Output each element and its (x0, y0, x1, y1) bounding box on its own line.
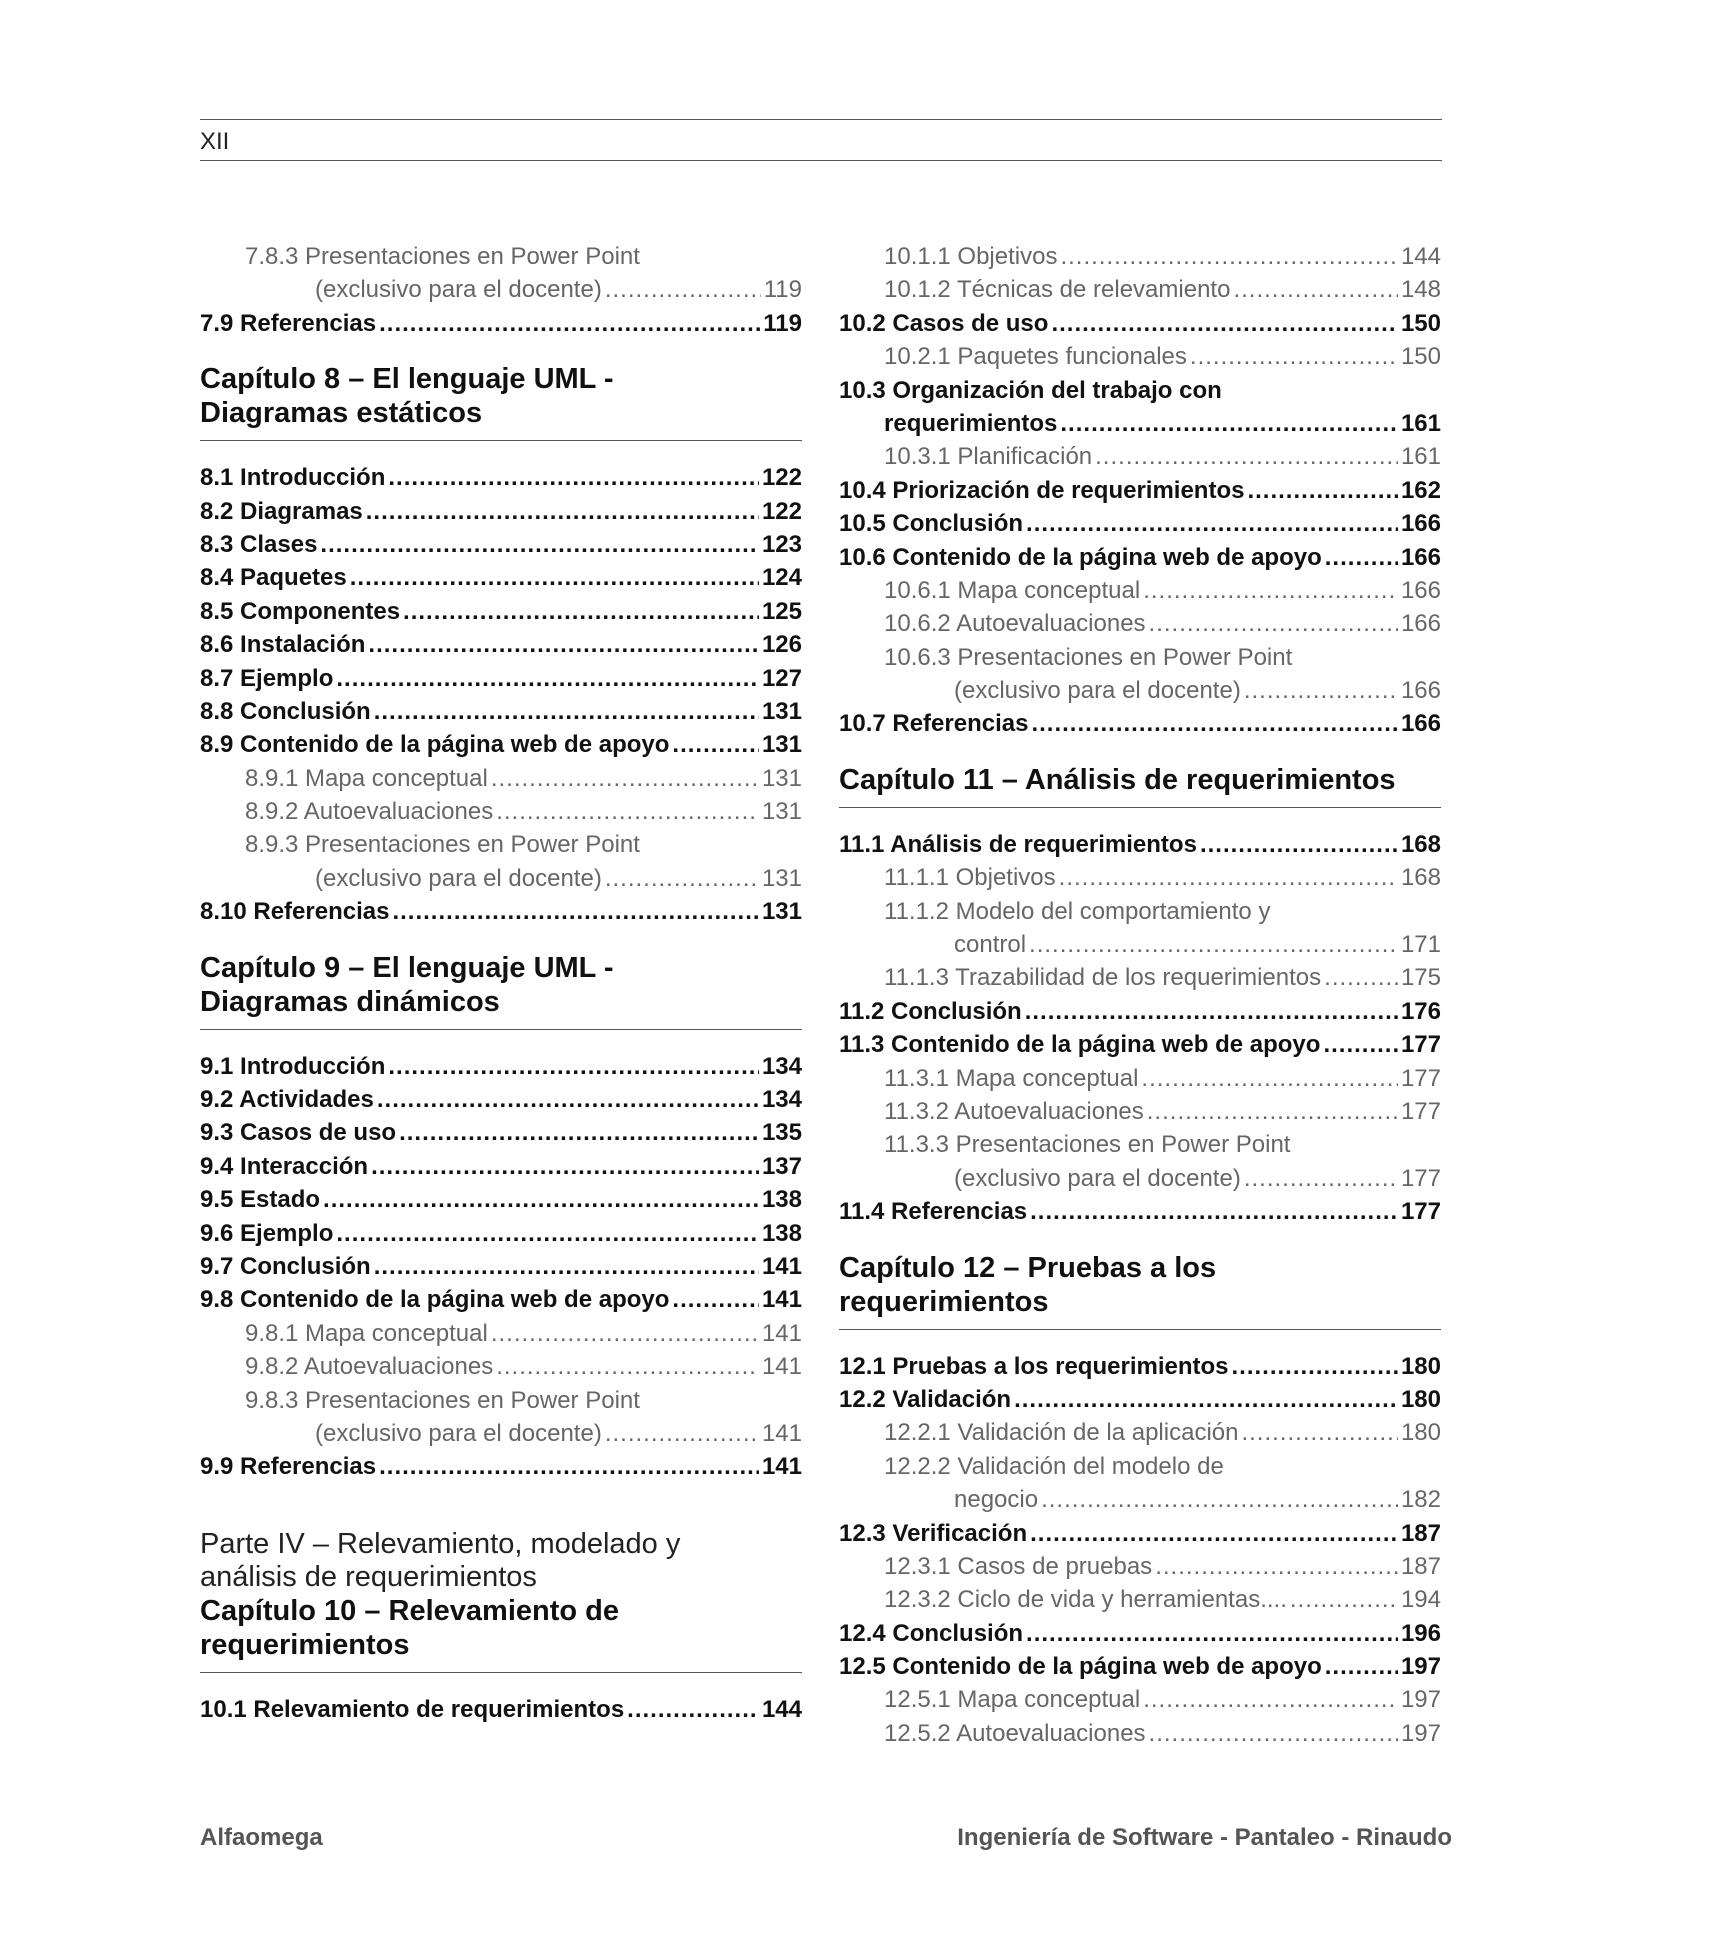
toc-column-left (200, 240, 802, 1726)
toc-entry-title: 12.3.1 Casos de pruebas (884, 1552, 1153, 1580)
toc-entry-title: (exclusivo para el docente) (315, 864, 602, 892)
dot-leader (1141, 1062, 1398, 1095)
toc-entry-title: 11.3.2 Autoevaluaciones (884, 1097, 1144, 1125)
toc-page-number: 180 (1400, 1419, 1441, 1447)
chapter-title: Capítulo 9 – El lenguaje UML - (200, 951, 614, 984)
toc-page-number: 122 (761, 464, 802, 492)
toc-entry-title: 10.6.3 Presentaciones en Power Point (884, 643, 1293, 671)
toc-group (839, 828, 1441, 1229)
toc-entry (200, 273, 802, 306)
toc-entry (839, 961, 1441, 994)
dot-leader (1095, 440, 1398, 473)
toc-page-number: 177 (1400, 1097, 1441, 1125)
toc-page-number: 123 (761, 530, 802, 558)
dot-leader (399, 1116, 759, 1149)
dot-leader (366, 495, 759, 528)
toc-entry (200, 307, 802, 340)
toc-entry (200, 1283, 802, 1316)
dot-leader (605, 1417, 759, 1450)
toc-entry (839, 995, 1441, 1028)
toc-page-number: 135 (761, 1119, 802, 1147)
dot-leader (1060, 407, 1398, 440)
toc-page-number: 197 (1400, 1686, 1441, 1714)
dot-leader (1324, 961, 1398, 994)
toc-entry-title: 9.7 Conclusión (200, 1252, 371, 1280)
toc-group (200, 1050, 802, 1484)
toc-group (839, 1350, 1441, 1751)
toc-entry (200, 762, 802, 795)
chapter-title: Capítulo 12 – Pruebas a los (839, 1251, 1217, 1284)
toc-entry-title: 8.6 Instalación (200, 631, 366, 659)
toc-entry (839, 1195, 1441, 1228)
toc-entry-title: 8.9.2 Autoevaluaciones (245, 798, 494, 826)
toc-entry (200, 528, 802, 561)
toc-entry (839, 1517, 1441, 1550)
dot-leader (379, 307, 760, 340)
toc-column-right (839, 240, 1441, 1750)
toc-entry-title: 10.1.1 Objetivos (884, 243, 1058, 270)
dot-leader (1041, 1483, 1398, 1516)
toc-entry (839, 828, 1441, 861)
toc-entry-title: 10.7 Referencias (839, 710, 1029, 738)
dot-leader (374, 695, 759, 728)
toc-page-number: 197 (1400, 1653, 1441, 1681)
toc-entry-title: 10.1.2 Técnicas de relevamiento (884, 276, 1231, 304)
dot-leader (1232, 1350, 1398, 1383)
dot-leader (374, 1250, 759, 1283)
toc-page-number: 161 (1400, 443, 1441, 471)
dot-leader (1025, 995, 1398, 1028)
chapter-title: Capítulo 11 – Análisis de requerimientos (839, 763, 1396, 796)
toc-group (200, 1693, 802, 1726)
toc-page-number: 166 (1400, 576, 1441, 604)
toc-page-number: 150 (1400, 343, 1441, 371)
toc-page-number: 119 (763, 309, 802, 337)
toc-entry (200, 495, 802, 528)
toc-entry-title: 12.2.1 Validación de la aplicación (884, 1419, 1239, 1447)
dot-leader (1031, 707, 1397, 740)
toc-entry (200, 1050, 802, 1083)
toc-page-number: 180 (1400, 1385, 1441, 1413)
dot-leader (371, 1150, 759, 1183)
toc-entry-title: 10.2 Casos de uso (839, 309, 1049, 337)
toc-page-number: 122 (761, 497, 802, 525)
toc-page-number: 194 (1400, 1586, 1441, 1614)
toc-entry-title: 8.10 Referencias (200, 898, 390, 926)
toc-entry-title: 11.3.1 Mapa conceptual (884, 1064, 1139, 1092)
dot-leader (1244, 674, 1398, 707)
toc-group (839, 240, 1441, 741)
dot-leader (1059, 861, 1398, 894)
dot-leader (320, 528, 759, 561)
toc-entry (200, 561, 802, 594)
dot-leader (491, 762, 759, 795)
dot-leader (1026, 507, 1398, 540)
toc-entry (200, 895, 802, 928)
toc-entry (839, 307, 1441, 340)
toc-page-number: 175 (1400, 964, 1441, 992)
toc-entry (200, 461, 802, 494)
toc-entry-title: 9.2 Actividades (200, 1086, 374, 1114)
toc-page-number: 144 (1400, 243, 1441, 270)
toc-entry (839, 1650, 1441, 1683)
dot-leader (1147, 1095, 1398, 1128)
toc-entry (839, 1162, 1441, 1195)
toc-entry-title: 8.5 Componentes (200, 597, 401, 625)
toc-entry (200, 1450, 802, 1483)
toc-page-number: 166 (1400, 543, 1441, 571)
dot-leader (1325, 1650, 1398, 1683)
toc-page-number: 131 (761, 764, 802, 792)
page-number: XII (200, 128, 230, 155)
toc-entry-title: 11.1.3 Trazabilidad de los requerimientos (884, 964, 1322, 992)
toc-entry-title: 9.8.2 Autoevaluaciones (245, 1353, 494, 1381)
toc-page-number: 177 (1400, 1064, 1441, 1092)
toc-page-number: 141 (761, 1319, 802, 1347)
toc-entry (200, 1116, 802, 1149)
toc-page-number: 127 (761, 664, 802, 692)
dot-leader (377, 1083, 759, 1116)
toc-entry-title: 9.1 Introducción (200, 1052, 386, 1080)
toc-page-number: 182 (1400, 1486, 1441, 1514)
toc-entry (200, 728, 802, 761)
toc-page-number: 141 (761, 1453, 802, 1481)
toc-group (200, 240, 802, 340)
toc-entry-title: 8.7 Ejemplo (200, 664, 334, 692)
dot-leader (392, 895, 758, 928)
toc-entry-title: 7.9 Referencias (200, 309, 377, 337)
dot-leader (1244, 1162, 1398, 1195)
toc-entry (839, 340, 1441, 373)
toc-entry-title: 12.2 Validación (839, 1385, 1012, 1413)
header-rule-top (200, 119, 1442, 120)
toc-entry (200, 1317, 802, 1350)
chapter-title: requerimientos (200, 1628, 410, 1661)
part-title: análisis de requerimientos (200, 1560, 537, 1593)
part-title: Parte IV – Relevamiento, modelado y (200, 1527, 681, 1560)
dot-leader (1014, 1383, 1398, 1416)
toc-entry (839, 1095, 1441, 1128)
toc-entry-title: 10.4 Priorización de requerimientos (839, 476, 1245, 504)
toc-page-number: 166 (1400, 610, 1441, 638)
toc-entry-title: negocio (954, 1486, 1039, 1514)
toc-entry (200, 662, 802, 695)
dot-leader (627, 1693, 759, 1726)
toc-entry (839, 607, 1441, 640)
dot-leader (1029, 928, 1398, 961)
toc-entry-title: 11.1 Análisis de requerimientos (839, 830, 1197, 858)
dot-leader (350, 561, 759, 594)
toc-entry (200, 1417, 802, 1450)
toc-entry (839, 273, 1441, 306)
toc-entry (839, 1617, 1441, 1650)
chapter-heading (200, 951, 802, 1030)
toc-page-number: 134 (761, 1052, 802, 1080)
toc-page-number: 177 (1400, 1031, 1441, 1059)
toc-entry (200, 1183, 802, 1216)
toc-entry-title: 11.3.3 Presentaciones en Power Point (884, 1131, 1291, 1159)
toc-entry (839, 861, 1441, 894)
chapter-heading (839, 763, 1441, 808)
toc-entry-title: 12.3 Verificación (839, 1519, 1028, 1547)
toc-entry-title: 8.1 Introducción (200, 464, 386, 492)
toc-page-number: 187 (1400, 1519, 1441, 1547)
toc-entry (839, 240, 1441, 273)
dot-leader (1149, 1717, 1398, 1750)
footer-book-title: Ingeniería de Software - Pantaleo - Rinaudo (957, 1824, 1452, 1851)
dot-leader (403, 595, 759, 628)
toc-entry (200, 1217, 802, 1250)
toc-entry (839, 507, 1441, 540)
toc-entry-title: (exclusivo para el docente) (315, 276, 602, 304)
dot-leader (1241, 1416, 1397, 1449)
toc-entry (839, 1062, 1441, 1095)
toc-entry-title: 12.5 Contenido de la página web de apoyo (839, 1653, 1322, 1681)
toc-page-number: 180 (1400, 1352, 1441, 1380)
toc-entry-title: 12.5.2 Autoevaluaciones (884, 1719, 1146, 1747)
dot-leader (1325, 541, 1398, 574)
toc-page-number: 131 (761, 864, 802, 892)
toc-entry-title: 8.8 Conclusión (200, 697, 371, 725)
dot-leader (336, 662, 759, 695)
toc-page-number: 176 (1400, 997, 1441, 1025)
toc-entry-title: 9.3 Casos de uso (200, 1119, 397, 1147)
toc-page-number: 126 (761, 631, 802, 659)
toc-entry (839, 541, 1441, 574)
toc-entry-title: 9.8.1 Mapa conceptual (245, 1319, 488, 1347)
chapter-title: Capítulo 10 – Relevamiento de (200, 1594, 620, 1627)
toc-entry (839, 1028, 1441, 1061)
toc-entry (839, 574, 1441, 607)
toc-entry (839, 1683, 1441, 1716)
toc-page-number: 138 (761, 1219, 802, 1247)
toc-entry (839, 674, 1441, 707)
toc-page-number: 177 (1400, 1164, 1441, 1192)
dot-leader (672, 1283, 759, 1316)
dot-leader (1030, 1517, 1398, 1550)
toc-page-number: 168 (1400, 830, 1441, 858)
toc-entry-title: 9.8.3 Presentaciones en Power Point (245, 1386, 640, 1414)
toc-entry (839, 1383, 1441, 1416)
toc-page-number: 141 (761, 1286, 802, 1314)
dot-leader (1051, 307, 1398, 340)
toc-entry-title: 9.5 Estado (200, 1186, 321, 1214)
dot-leader (491, 1317, 759, 1350)
toc-entry (839, 474, 1441, 507)
toc-page-number: 166 (1400, 677, 1441, 705)
toc-page-number: 131 (761, 697, 802, 725)
dot-leader (379, 1450, 759, 1483)
toc-page-number: 187 (1400, 1552, 1441, 1580)
toc-entry (200, 1250, 802, 1283)
toc-entry (839, 1416, 1441, 1449)
chapter-title: requerimientos (839, 1285, 1049, 1318)
toc-entry-title: (exclusivo para el docente) (954, 677, 1241, 705)
dot-leader (1323, 1028, 1398, 1061)
toc-entry (200, 1693, 802, 1726)
toc-entry (839, 928, 1441, 961)
toc-page-number: 124 (761, 564, 802, 592)
toc-entry (839, 1583, 1441, 1616)
dot-leader (1149, 607, 1398, 640)
toc-entry-title: 8.9 Contenido de la página web de apoyo (200, 731, 670, 759)
dot-leader (1233, 273, 1398, 306)
toc-page-number: 162 (1400, 476, 1441, 504)
toc-entry (200, 595, 802, 628)
dot-leader (496, 795, 759, 828)
toc-page-number: 141 (761, 1353, 802, 1381)
toc-entry (200, 862, 802, 895)
dot-leader (1155, 1550, 1398, 1583)
toc-entry-title: 11.1.1 Objetivos (884, 864, 1056, 892)
part-heading (200, 1528, 802, 1673)
toc-entry-title: 10.6.1 Mapa conceptual (884, 576, 1141, 604)
toc-page-number: 171 (1400, 931, 1441, 959)
header-rule-bottom (200, 160, 1442, 161)
toc-page-number: 141 (761, 1252, 802, 1280)
toc-entry-title: control (954, 931, 1027, 959)
dot-leader (368, 628, 759, 661)
dot-leader (1060, 240, 1398, 273)
toc-entry (200, 1350, 802, 1383)
toc-group (200, 461, 802, 928)
dot-leader (1190, 340, 1398, 373)
toc-entry-title: 10.6.2 Autoevaluaciones (884, 610, 1146, 638)
toc-page-number: 161 (1400, 409, 1441, 437)
toc-page-number: 131 (761, 798, 802, 826)
dot-leader (1247, 474, 1397, 507)
toc-entry-title: 12.1 Pruebas a los requerimientos (839, 1352, 1229, 1380)
chapter-heading (839, 1251, 1441, 1330)
dot-leader (1026, 1617, 1398, 1650)
toc-entry (839, 707, 1441, 740)
toc-entry-title: 11.4 Referencias (839, 1198, 1028, 1226)
chapter-title: Diagramas dinámicos (200, 985, 500, 1018)
toc-entry-title: 12.5.1 Mapa conceptual (884, 1686, 1141, 1714)
toc-entry-title: 9.6 Ejemplo (200, 1219, 334, 1247)
toc-entry (839, 1717, 1441, 1750)
toc-entry-title: 11.2 Conclusión (839, 997, 1022, 1025)
toc-entry-title: 8.3 Clases (200, 530, 318, 558)
dot-leader (1290, 1583, 1398, 1616)
chapter-title: Diagramas estáticos (200, 397, 483, 430)
toc-entry (200, 1150, 802, 1183)
toc-entry-title: 12.4 Conclusión (839, 1619, 1024, 1647)
toc-page-number: 166 (1400, 710, 1441, 738)
toc-entry-title: 7.8.3 Presentaciones en Power Point (245, 243, 640, 270)
toc-page-number: 131 (761, 898, 802, 926)
toc-page-number: 131 (761, 731, 802, 759)
dot-leader (605, 862, 759, 895)
toc-entry-title: 10.3 Organización del trabajo con (839, 376, 1222, 404)
toc-page-number: 148 (1400, 276, 1441, 304)
toc-page-number: 196 (1400, 1619, 1441, 1647)
dot-leader (672, 728, 759, 761)
toc-page-number: 197 (1400, 1719, 1441, 1747)
toc-entry-title: requerimientos (884, 409, 1058, 437)
toc-entry-title: 11.3 Contenido de la página web de apoyo (839, 1031, 1321, 1059)
chapter-title: Capítulo 8 – El lenguaje UML - (200, 363, 614, 396)
toc-entry-title: 12.3.2 Ciclo de vida y herramientas.... (884, 1586, 1287, 1614)
toc-entry-title: 11.1.2 Modelo del comportamiento y (884, 897, 1271, 925)
toc-entry-title: (exclusivo para el docente) (315, 1419, 602, 1447)
dot-leader (388, 1050, 759, 1083)
toc-entry (200, 795, 802, 828)
dot-leader (1200, 828, 1398, 861)
chapter-heading (200, 362, 802, 441)
toc-entry-title: 9.9 Referencias (200, 1453, 377, 1481)
toc-page-number: 166 (1400, 510, 1441, 538)
toc-entry-title: 8.4 Paquetes (200, 564, 347, 592)
toc-page-number: 138 (761, 1186, 802, 1214)
toc-page-number: 177 (1400, 1198, 1441, 1226)
toc-entry-title: 10.1 Relevamiento de requerimientos (200, 1695, 625, 1723)
toc-entry-title: (exclusivo para el docente) (954, 1164, 1241, 1192)
toc-entry-title: 10.2.1 Paquetes funcionales (884, 343, 1187, 371)
footer-publisher: Alfaomega (200, 1824, 323, 1851)
dot-leader (1143, 1683, 1398, 1716)
toc-entry (839, 440, 1441, 473)
toc-entry-title: 10.3.1 Planificación (884, 443, 1093, 471)
toc-entry (200, 1083, 802, 1116)
dot-leader (496, 1350, 759, 1383)
toc-entry (839, 1483, 1441, 1516)
toc-page-number: 137 (761, 1152, 802, 1180)
dot-leader (323, 1183, 759, 1216)
toc-entry (200, 628, 802, 661)
toc-entry (200, 695, 802, 728)
dot-leader (605, 273, 761, 306)
toc-entry (839, 1350, 1441, 1383)
toc-entry-title: 10.6 Contenido de la página web de apoyo (839, 543, 1322, 571)
toc-page-number: 150 (1400, 309, 1441, 337)
toc-entry-title: 9.4 Interacción (200, 1152, 369, 1180)
toc-page-number: 141 (761, 1419, 802, 1447)
toc-page-number: 119 (763, 276, 802, 304)
toc-entry (839, 1550, 1441, 1583)
toc-page-number: 125 (761, 597, 802, 625)
dot-leader (1143, 574, 1398, 607)
toc-entry-title: 8.9.1 Mapa conceptual (245, 764, 488, 792)
toc-entry-title: 12.2.2 Validación del modelo de (884, 1452, 1224, 1480)
toc-page-number: 134 (761, 1086, 802, 1114)
dot-leader (1030, 1195, 1398, 1228)
toc-entry-title: 8.9.3 Presentaciones en Power Point (245, 831, 640, 859)
dot-leader (388, 461, 759, 494)
toc-page-number: 144 (761, 1695, 802, 1723)
toc-entry-title: 9.8 Contenido de la página web de apoyo (200, 1286, 670, 1314)
toc-entry (839, 407, 1441, 440)
toc-entry-title: 8.2 Diagramas (200, 497, 363, 525)
dot-leader (336, 1217, 759, 1250)
toc-page-number: 168 (1400, 864, 1441, 892)
toc-entry-title: 10.5 Conclusión (839, 510, 1024, 538)
